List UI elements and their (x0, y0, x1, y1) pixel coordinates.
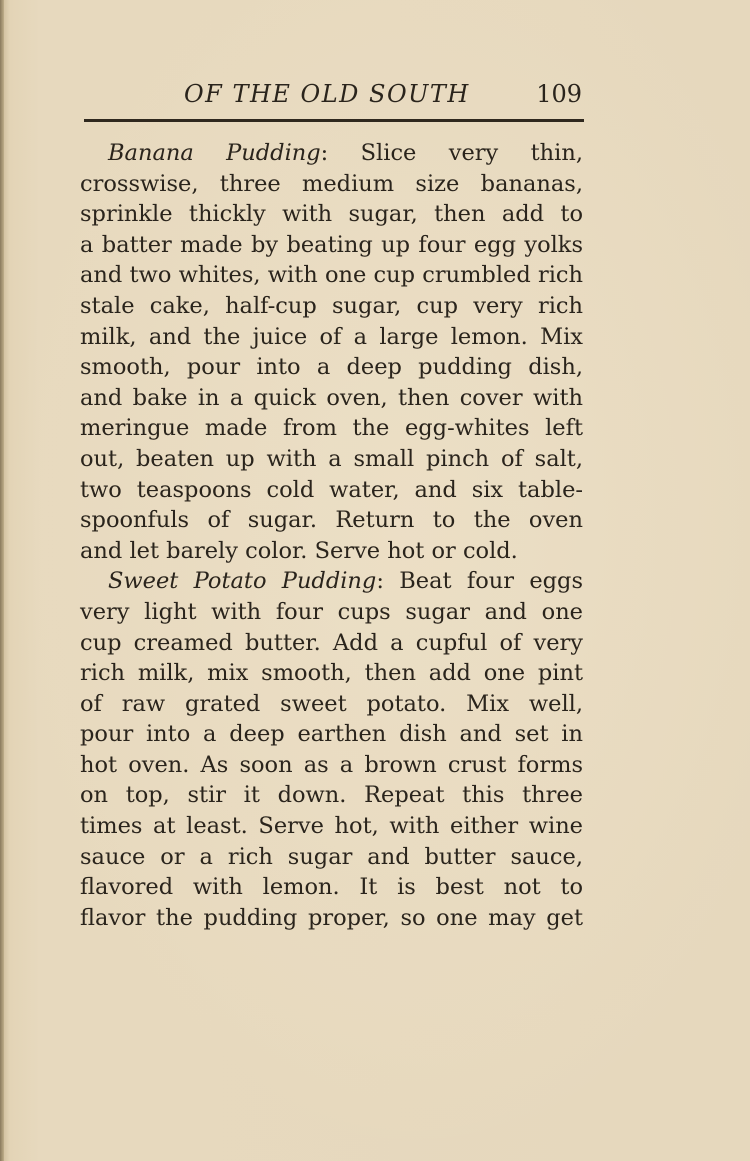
text-line: on top, stir it down. Repeat this three (80, 782, 583, 809)
text-line: sprinkle thickly with sugar, then add to (80, 201, 583, 228)
header-rule (84, 119, 584, 122)
text-line: milk, and the juice of a large lemon. Mix (80, 323, 583, 350)
text-line: stale cake, half-cup sugar, cup very rich (80, 292, 583, 319)
page-spine-edge (0, 0, 4, 1161)
text-line: flavor the pudding proper, so one may get (80, 904, 583, 931)
text-line: pour into a deep earthen dish and set in (80, 721, 583, 748)
text-line: of raw grated sweet potato. Mix well, (80, 690, 583, 717)
text-line: out, beaten up with a small pinch of salt, (80, 445, 583, 472)
text-line: hot oven. As soon as a brown crust forms (80, 751, 583, 778)
text-line: spoonfuls of sugar. Return to the oven (80, 507, 583, 534)
text-line: two teaspoons cold water, and six table- (80, 476, 583, 503)
text-line: and bake in a quick oven, then cover with (80, 384, 583, 411)
text-line: flavored with lemon. It is best not to (80, 874, 583, 901)
text-line: smooth, pour into a deep pudding dish, (80, 354, 583, 381)
text-line: sauce or a rich sugar and butter sauce, (80, 843, 583, 870)
page-body (80, 138, 583, 933)
page-number: 109 (536, 80, 582, 108)
recipe-title: Sweet Potato Pudding (108, 568, 377, 595)
text-line: rich milk, mix smooth, then add one pint (80, 660, 583, 687)
recipe-first-line: Sweet Potato Pudding: Beat four eggs (108, 568, 583, 595)
text-line: cup creamed butter. Add a cupful of very (80, 629, 583, 656)
text-line: very light with four cups sugar and one (80, 598, 583, 625)
text-line: and let barely color. Serve hot or cold. (80, 537, 518, 564)
text-line: crosswise, three medium size bananas, (80, 170, 583, 197)
running-head-title: OF THE OLD SOUTH (184, 80, 470, 108)
recipe-title: Banana Pudding (108, 140, 321, 166)
text-line: meringue made from the egg-whites left (80, 415, 583, 442)
text-line: times at least. Serve hot, with either wine (80, 813, 583, 840)
text-line: a batter made by beating up four egg yolks (80, 231, 583, 258)
text-line: and two whites, with one cup crumbled rich (80, 262, 583, 289)
recipe-first-line: Banana Pudding: Slice very thin, (108, 140, 583, 166)
running-head (84, 80, 584, 116)
